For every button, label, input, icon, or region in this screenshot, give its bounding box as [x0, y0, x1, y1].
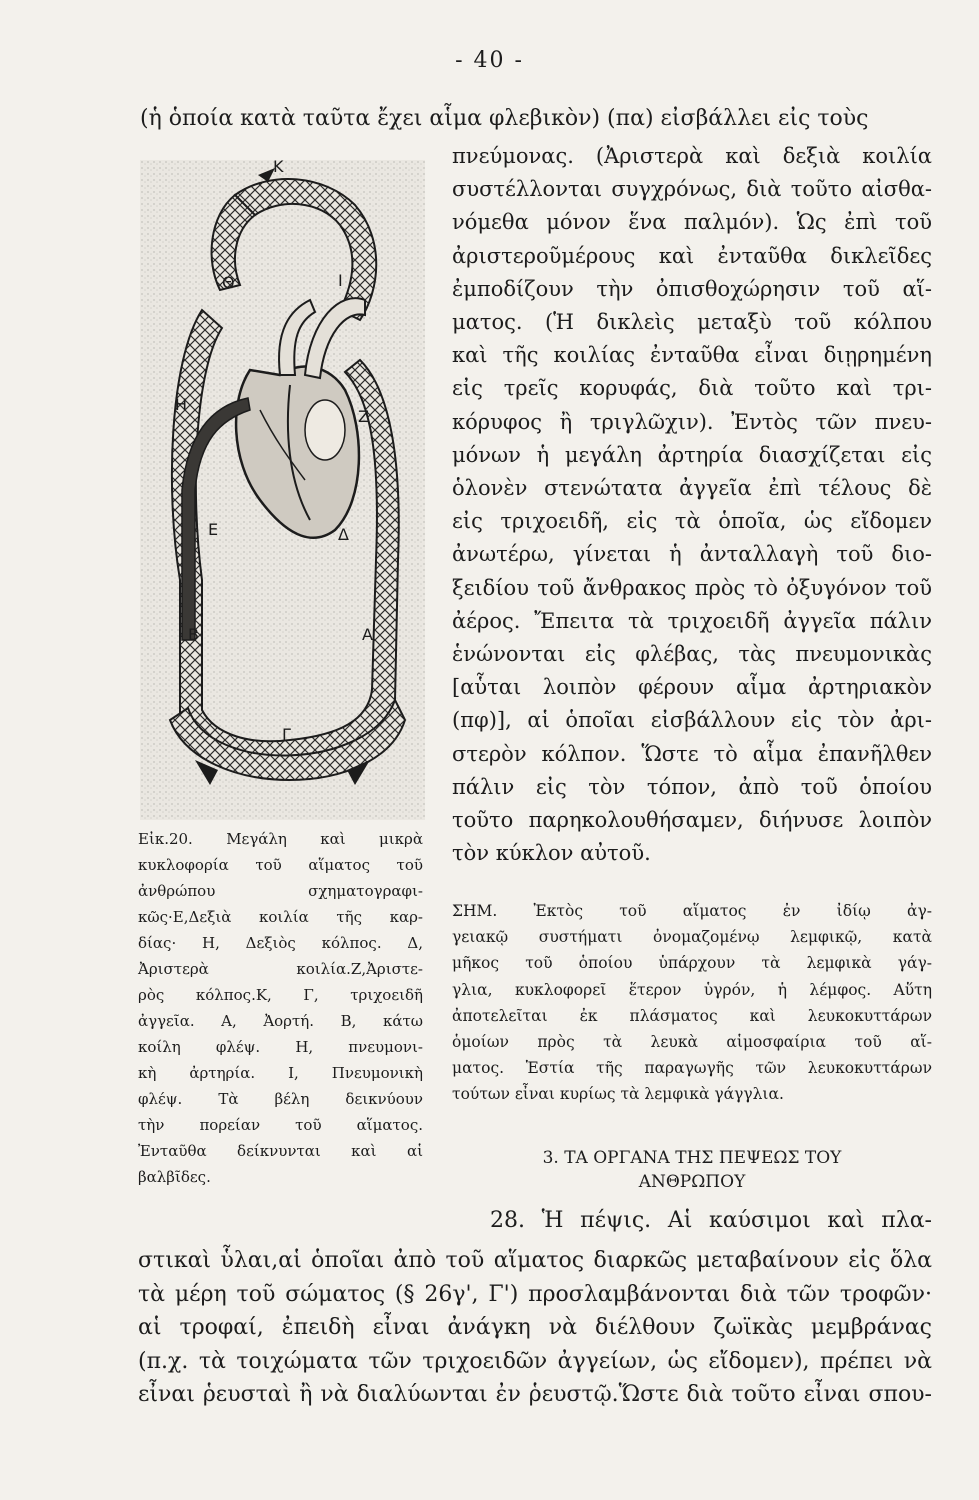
text-line: (πφ)], αἱ ὁποῖαι εἰσβάλλουν εἰς τὸν ἀρι- [452, 708, 932, 733]
caption-line: κοίλη φλέψ. Η, πνευμονι- [138, 1038, 423, 1056]
label-e: Ε [208, 520, 219, 539]
page-number: - 40 - [455, 48, 524, 73]
bottom-line: τὰ μέρη τοῦ σώματος (§ 26γ', Γ') προσλαμβάνονται διὰ τῶν τροφῶν· [138, 1281, 932, 1307]
text-line: ἀριστεροῦμέρους καὶ ἐνταῦθα δικλεῖδες [452, 243, 932, 268]
label-a: Α [362, 625, 373, 644]
body-text-first-line: (ἡ ὁποία κατὰ ταῦτα ἔχει αἷμα φλεβικὸν) (πα) εἰσβάλλει εἰς τοὺς [140, 106, 869, 131]
note-line: ἀποτελεῖται ἐκ πλάσματος καὶ λευκοκυττάρων [452, 1006, 932, 1025]
text-line: ματος. (Ἡ δικλεὶς μεταξὺ τοῦ κόλπου [452, 310, 932, 335]
bottom-line: (π.χ. τὰ τοιχώματα τῶν τριχοειδῶν ἀγγείων, ὡς εἴδομεν), πρέπει νὰ [138, 1348, 932, 1374]
text-line: εἰς τρεῖς κορυφάς, διὰ τοῦτο καὶ τρι- [452, 376, 932, 401]
caption-line: Ἐνταῦθα δείκνυνται καὶ αἱ [138, 1142, 423, 1160]
text-line: ξειδίου τοῦ ἄνθρακος πρὸς τὸ ὀξυγόνον τοῦ [452, 575, 932, 600]
label-b: Β [188, 625, 199, 644]
section-heading [452, 1146, 932, 1194]
text-line: τὸν κύκλον αὐτοῦ. [452, 841, 651, 866]
label-z: Ζ [358, 407, 369, 426]
label-i: Ι [338, 271, 343, 290]
text-line: συστέλλονται συγχρόνως, διὰ τοῦτο αἰσθα- [452, 177, 932, 202]
text-line: ὁλονὲν στενώτατα ἀγγεῖα ἐπὶ τέλους δὲ [452, 476, 932, 501]
section-heading-line-1: 3. ΤΑ ΟΡΓΑΝΑ ΤΗΣ ΠΕΨΕΩΣ ΤΟΥ [542, 1148, 842, 1168]
text-line: κόρυφος ἢ τριγλῶχιν). Ἐντὸς τῶν πνευ- [452, 409, 932, 434]
section-28-first-line: 28. Ἡ πέψις. Αἱ καύσιμοι καὶ πλα- [490, 1208, 932, 1233]
text-line: στερὸν κόλπον. Ὥστε τὸ αἷμα ἐπανῆλθεν [452, 741, 932, 766]
note-line: μῆκος τοῦ ὁποίου ὑπάρχουν τὰ λεμφικὰ γάγ- [452, 954, 932, 973]
label-k: Κ [273, 160, 284, 176]
text-line: εἰς τριχοειδῆ, εἰς τὰ ὁποῖα, ὡς εἴδομεν [452, 509, 932, 534]
caption-line: φλέψ. Τὰ βέλη δεικνύουν [138, 1090, 423, 1108]
bottom-paragraph [138, 1244, 932, 1412]
caption-line: ἀνθρώπου σχηματογραφι- [138, 882, 423, 900]
text-line: [αὗται λοιπὸν φέρουν αἷμα ἀρτηριακὸν [452, 675, 932, 700]
caption-line: κὴ ἀρτηρία. Ι, Πνευμονικὴ [138, 1064, 423, 1082]
caption-line: τὴν πορείαν τοῦ αἵματος. [138, 1116, 423, 1134]
note-line: ματος. Ἑστία τῆς παραγωγῆς τῶν λευκοκυττάρων [452, 1059, 932, 1078]
bottom-line: αἱ τροφαί, ἐπειδὴ εἶναι ἀνάγκη νὰ διέλθουν ζωϊκὰς μεμβράνας [138, 1315, 932, 1340]
note-line: γλια, κυκλοφορεῖ ἕτερον ὑγρόν, ἡ λέμφος. Αὕτη [452, 980, 932, 999]
circulation-diagram-svg [140, 160, 425, 820]
label-gamma: Γ [282, 725, 291, 744]
caption-line: Ἀριστερὰ κοιλία.Ζ,Ἀριστε- [138, 960, 423, 978]
caption-line: βαλβῖδες. [138, 1168, 211, 1186]
text-line: πάλιν εἰς τὸν τόπον, ἀπὸ τοῦ ὁποίου [452, 774, 932, 799]
circulation-diagram [140, 160, 425, 820]
text-line: ἑνώνονται εἰς φλέβας, τὰς πνευμονικὰς [452, 642, 932, 667]
note-line: τούτων εἶναι κυρίως τὰ λεμφικὰ γάγγλια. [452, 1085, 784, 1104]
caption-line: κυκλοφορία τοῦ αἵματος τοῦ [138, 856, 423, 874]
section-heading-line-2: ΑΝΘΡΩΠΟΥ [638, 1172, 746, 1192]
note-line: ΣΗΜ. Ἐκτὸς τοῦ αἵματος ἐν ἰδίῳ ἀγ- [452, 902, 932, 920]
caption-line: ἀγγεῖα. Α, Ἀορτή. Β, κάτω [138, 1012, 423, 1030]
note-line: γειακῷ συστήματι ὀνομαζομένῳ λεμφικῷ, κατὰ [452, 928, 932, 947]
caption-line: ρὸς κόλπος.Κ, Γ, τριχοειδῆ [138, 986, 423, 1004]
figure-caption [138, 826, 423, 1190]
text-line: τοῦτο παρηκολουθήσαμεν, διήνυσε λοιπὸν [452, 808, 932, 833]
bottom-line: εἶναι ῥευσταὶ ἢ νὰ διαλύωνται ἐν ῥευστῷ.Ὥστε διὰ τοῦτο εἶναι σπου- [138, 1382, 932, 1407]
text-line: ἐμποδίζουν τὴν ὀπισθοχώρησιν τοῦ αἵ- [452, 276, 932, 301]
text-line: νόμεθα μόνον ἕνα παλμόν). Ὡς ἐπὶ τοῦ [452, 210, 932, 235]
label-h: Η [175, 395, 188, 414]
text-line: καὶ τῆς κοιλίας ἐνταῦθα εἶναι διῃρημένη [452, 343, 932, 368]
bottom-line: στικαὶ ὗλαι,αἱ ὁποῖαι ἀπὸ τοῦ αἵματος διαρκῶς μεταβαίνουν εἰς ὅλα [138, 1248, 932, 1273]
text-line: ἀνωτέρω, γίνεται ἡ ἀνταλλαγὴ τοῦ διο- [452, 542, 932, 567]
note-line: ὁμοίων πρὸς τὰ λευκὰ αἱμοσφαίρια τοῦ αἵ- [452, 1033, 932, 1052]
text-line: μόνων ἡ μεγάλη ἀρτηρία διασχίζεται εἰς [452, 442, 932, 467]
label-theta: Θ [222, 273, 235, 292]
label-delta: Δ [338, 525, 349, 544]
caption-line: δίας· Η, Δεξιὸς κόλπος. Δ, [138, 934, 423, 952]
caption-line: Εἰκ.20. Μεγάλη καὶ μικρὰ [138, 830, 423, 848]
text-line: ἀέρος. Ἔπειτα τὰ τριχοειδῆ ἀγγεῖα πάλιν [452, 608, 932, 633]
right-column-text [452, 140, 932, 870]
caption-line: κῶς·Ε,Δεξιὰ κοιλία τῆς καρ- [138, 908, 423, 926]
text-line: πνεύμονας. (Ἀριστερὰ καὶ δεξιὰ κοιλία [452, 144, 932, 168]
note-paragraph [452, 898, 932, 1108]
